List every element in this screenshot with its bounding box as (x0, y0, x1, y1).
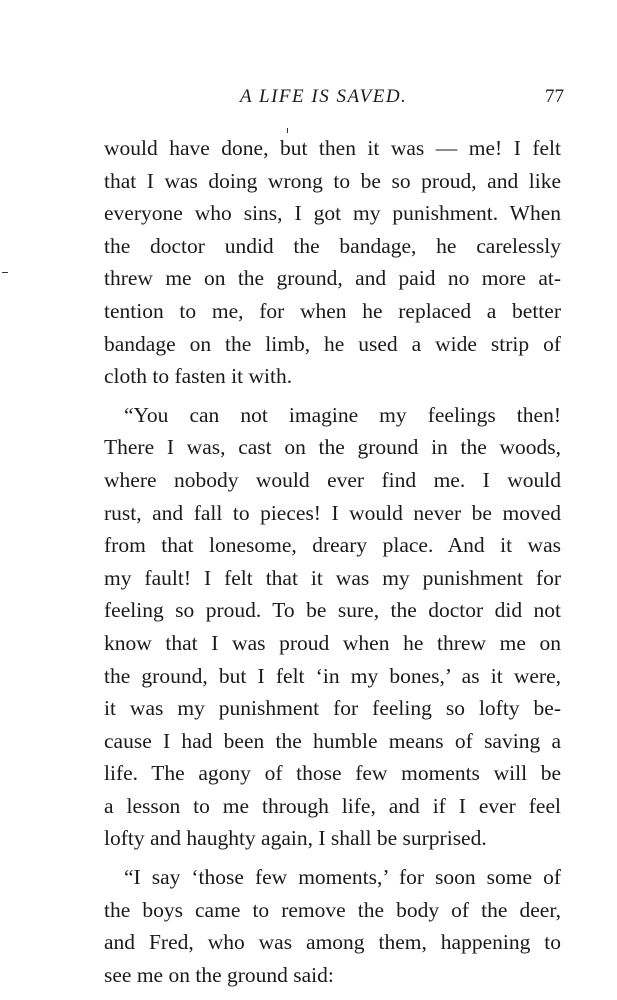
body-text (104, 132, 561, 991)
text-line: cause I had been the humble means of saving a (104, 728, 561, 753)
text-line: rust, and fall to pieces! I would never be moved (104, 500, 561, 525)
text-line: “You can not imagine my feelings then! (124, 402, 561, 427)
text-line: life. The agony of those few moments will be (104, 761, 561, 786)
text-line: where nobody would ever find me. I would (104, 467, 561, 492)
text-line: lofty and haughty again, I shall be surprised. (104, 826, 487, 851)
text-line: tention to me, for when he replaced a better (104, 298, 561, 323)
text-line: threw me on the ground, and paid no more at- (104, 266, 561, 291)
text-line: know that I was proud when he threw me on (104, 630, 561, 655)
text-line: that I was doing wrong to be so proud, and like (104, 168, 561, 193)
text-line: the ground, but I felt ‘in my bones,’ as it were, (104, 663, 561, 688)
paragraph-3 (104, 861, 561, 991)
text-line: “I say ‘those few moments,’ for soon some of (124, 865, 561, 890)
scan-mark (287, 128, 288, 133)
text-line: There I was, cast on the ground in the woods, (104, 435, 561, 460)
page-number: 77 (545, 86, 564, 107)
text-line: cloth to fasten it with. (104, 364, 293, 389)
paragraph-2 (104, 399, 561, 855)
text-line: bandage on the limb, he used a wide strip of (104, 331, 561, 356)
scan-mark (2, 272, 8, 273)
text-line: see me on the ground said: (104, 962, 334, 987)
text-line: the doctor undid the bandage, he carelessly (104, 233, 561, 258)
text-line: would have done, but then it was — me! I felt (104, 136, 561, 160)
paragraph-1 (104, 132, 561, 393)
text-line: the boys came to remove the body of the deer, (104, 897, 561, 922)
page-header (104, 86, 564, 116)
text-line: feeling so proud. To be sure, the doctor did not (104, 598, 561, 623)
text-line: from that lonesome, dreary place. And it was (104, 533, 561, 558)
text-line: and Fred, who was among them, happening to (104, 930, 561, 955)
running-title: A LIFE IS SAVED. (240, 86, 408, 107)
text-line: everyone who sins, I got my punishment. When (104, 201, 561, 226)
text-line: it was my punishment for feeling so lofty be- (104, 696, 561, 721)
text-line: a lesson to me through life, and if I ever feel (104, 793, 561, 818)
text-line: my fault! I felt that it was my punishment for (104, 565, 561, 590)
